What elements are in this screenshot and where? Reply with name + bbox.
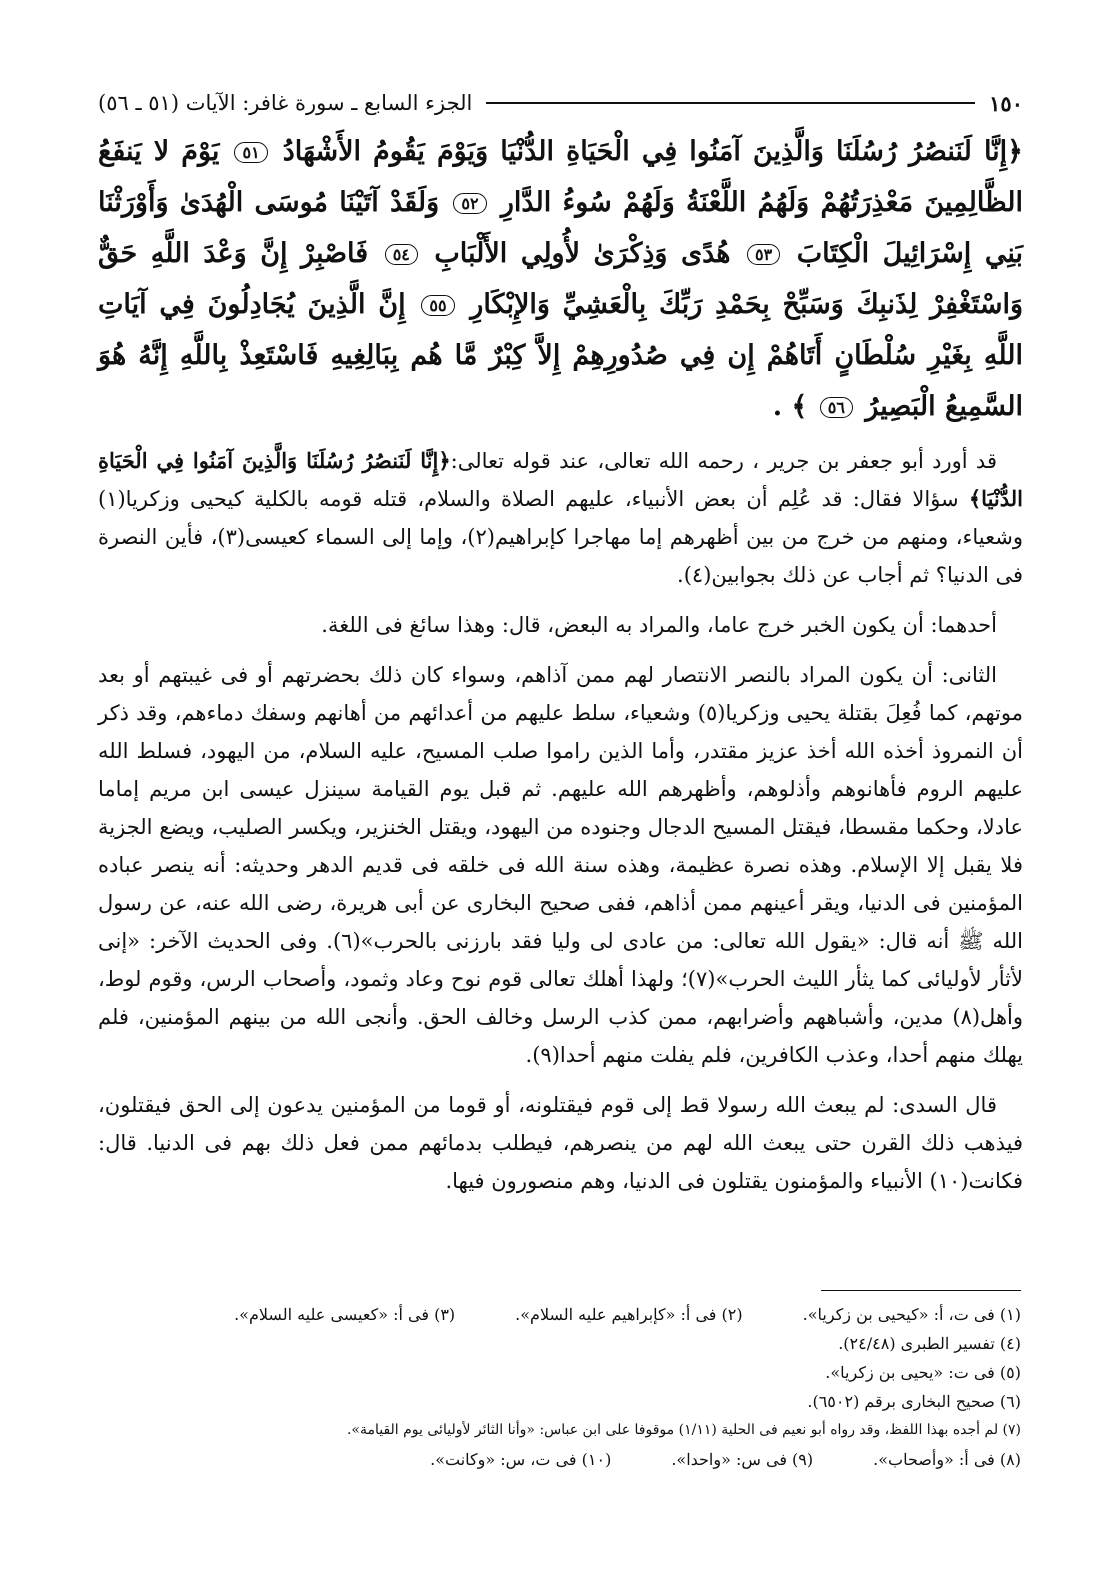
verse-text: يَوْمَ لا يَنفَعُ الظَّالِمِينَ مَعْذِرَتُهُمْ وَلَهُمُ اللَّعْنَةُ وَلَهُمْ سُوءُ الدَّارِ	[98, 136, 1023, 218]
footnote-3: (٣) فى أ: «كعيسى عليه السلام».	[234, 1305, 456, 1324]
verse-number: ٥١	[234, 142, 267, 163]
verse-number: ٥٣	[747, 244, 780, 265]
footnote-2: (٢) فى أ: «كإبراهيم عليه السلام».	[515, 1305, 743, 1324]
paragraph-3: الثانى: أن يكون المراد بالنصر الانتصار لهم ممن آذاهم، وسواء كان ذلك بحضرتهم أو فى غيبتهم أو بعد موتهم، كما فُعِلَ بقتلة يحيى وزكريا(٥) وشعياء، سلط عليهم من أعدائهم من أهانهم وسفك دماءهم، وقد ذكر أن النمروذ أخذه الله أخذ عزيز مقتدر، وأما الذين راموا صلب المسيح، عليه السلام، من اليهود، فسلط الله عليهم الروم فأهانوهم وأذلوهم، وأظهرهم الله عليهم. ثم قبل يوم القيامة سينزل عيسى ابن مريم إماما عادلا، وحكما مقسطا، فيقتل المسيح الدجال وجنوده من اليهود، ويقتل الخنزير، ويكسر الصليب، ويضع الجزية فلا يقبل إلا الإسلام. وهذه نصرة عظيمة، وهذه سنة الله فى خلقه فى قديم الدهر وحديثه: أنه ينصر عباده المؤمنين فى الدنيا، ويقر أعينهم ممن أذاهم، ففى صحيح البخارى عن أبى هريرة، رضى الله عنه، عن رسول الله ﷺ أنه قال: «يقول الله تعالى: من عادى لى وليا فقد بارزنى بالحرب»(٦). وفى الحديث الآخر: «إنى لأثأر لأوليائى كما يثأر الليث الحرب»(٧)؛ ولهذا أهلك تعالى قوم نوح وعاد وثمود، وأصحاب الرس، وقوم لوط، وأهل(٨) مدين، وأشباههم وأضرابهم، ممن كذب الرسل وخالف الحق. وأنجى الله من بينهم المؤمنين، فلم يهلك منهم أحدا، وعذب الكافرين، فلم يفلت منهم أحدا(٩).	[98, 663, 1024, 1067]
paragraph-text: سؤالا فقال: قد عُلِم أن بعض الأنبياء، عليهم الصلاة والسلام، قتله قومه بالكلية كيحيى وزكريا(١) وشعياء، ومنهم من خرج من بين أظهرهم إما مهاجرا كإبراهيم(٢)، وإما إلى السماء كعيسى(٣)، فأين النصرة فى الدنيا؟ ثم أجاب عن ذلك بجوابين(٤).	[98, 487, 1023, 587]
verse-quote: ﴿إِنَّا لَنَنصُرُ رُسُلَنَا وَالَّذِينَ آمَنُوا فِي الْحَيَاةِ الدُّنْيَا﴾	[98, 448, 1023, 511]
paragraph-text: قد أورد أبو جعفر بن جرير ، رحمه الله تعالى، عند قوله تعالى:	[450, 449, 997, 473]
paragraph-2: أحدهما: أن يكون الخبر خرج عاما، والمراد به البعض، قال: وهذا سائغ فى اللغة.	[321, 613, 997, 637]
quran-verses	[98, 126, 1023, 432]
footnote-4: (٤) تفسير الطبرى (٢٤/٤٨).	[838, 1334, 1021, 1353]
footnote-row	[96, 1445, 1021, 1474]
footnote-8: (٨) فى أ: «وأصحاب».	[873, 1450, 1021, 1469]
running-title: الجزء السابع ـ سورة غافر: الآيات (٥١ ـ ٥٦)	[98, 91, 473, 115]
verse-text: وَلَقَدْ آتَيْنَا مُوسَى الْهُدَىٰ وَأَوْرَثْنَا بَنِي إِسْرَائِيلَ الْكِتَابَ	[98, 187, 1023, 269]
commentary	[98, 442, 1023, 1200]
verse-number: ٥٦	[820, 397, 853, 418]
footnote-10: (١٠) فى ت، س: «وكانت».	[430, 1450, 612, 1469]
paragraph-1	[98, 442, 1023, 594]
footnote-rule	[821, 1290, 1021, 1291]
verse-number: ٥٥	[421, 295, 454, 316]
verse-text: هُدًى وَذِكْرَىٰ لأُولِي الأَلْبَابِ	[434, 238, 731, 269]
footnote-6: (٦) صحيح البخارى برقم (٦٥٠٢).	[807, 1392, 1021, 1411]
paragraph-4: قال السدى: لم يبعث الله رسولا قط إلى قوم فيقتلونه، أو قوما من المؤمنين يدعون إلى الحق فيقتلون، فيذهب ذلك القرن حتى يبعث الله لهم من ينصرهم، فيطلب بدمائهم ممن فعل ذلك بهم فى الدنيا. قال: فكانت(١٠) الأنبياء والمؤمنون يقتلون فى الدنيا، وهم منصورون فيها.	[98, 1093, 1023, 1193]
verses-close: ﴾ .	[772, 391, 808, 422]
footnote-1: (١) فى ت، أ: «كيحيى بن زكريا».	[802, 1305, 1021, 1324]
verse-text: إِنَّ الَّذِينَ يُجَادِلُونَ فِي آيَاتِ اللَّهِ بِغَيْرِ سُلْطَانٍ أَتَاهُمْ إِن فِي صُدُورِهِمْ إِلاَّ كِبْرٌ مَّا هُم بِبَالِغِيهِ فَاسْتَعِذْ بِاللَّهِ إِنَّهُ هُوَ السَّمِيعُ الْبَصِيرُ	[98, 289, 1023, 422]
footnote-5: (٥) فى ت: «يحيى بن زكريا».	[825, 1363, 1021, 1382]
page-number: ١٥٠	[989, 90, 1023, 116]
footnote-7: (٧) لم أجده بهذا اللفظ، وقد رواه أبو نعيم فى الحلية (١/١١) موقوفا على ابن عباس: «وأنا الثائر لأوليائى يوم القيامة».	[346, 1422, 1021, 1438]
verse-number: ٥٤	[385, 244, 418, 265]
verse-text: ﴿إِنَّا لَنَنصُرُ رُسُلَنَا وَالَّذِينَ آمَنُوا فِي الْحَيَاةِ الدُّنْيَا وَيَوْمَ يَقُومُ الأَشْهَادُ	[282, 136, 1024, 167]
footnote-row	[96, 1300, 1021, 1329]
verse-text: فَاصْبِرْ إِنَّ وَعْدَ اللَّهِ حَقٌّ وَاسْتَغْفِرْ لِذَنبِكَ وَسَبِّحْ بِحَمْدِ رَبِّكَ بِالْعَشِيِّ وَالإِبْكَارِ	[98, 238, 1024, 320]
page-header	[98, 86, 1023, 120]
verse-number: ٥٢	[453, 193, 486, 214]
header-rule	[486, 102, 975, 104]
footnotes	[96, 1300, 1021, 1474]
footnote-9: (٩) فى س: «واحدا».	[671, 1450, 814, 1469]
